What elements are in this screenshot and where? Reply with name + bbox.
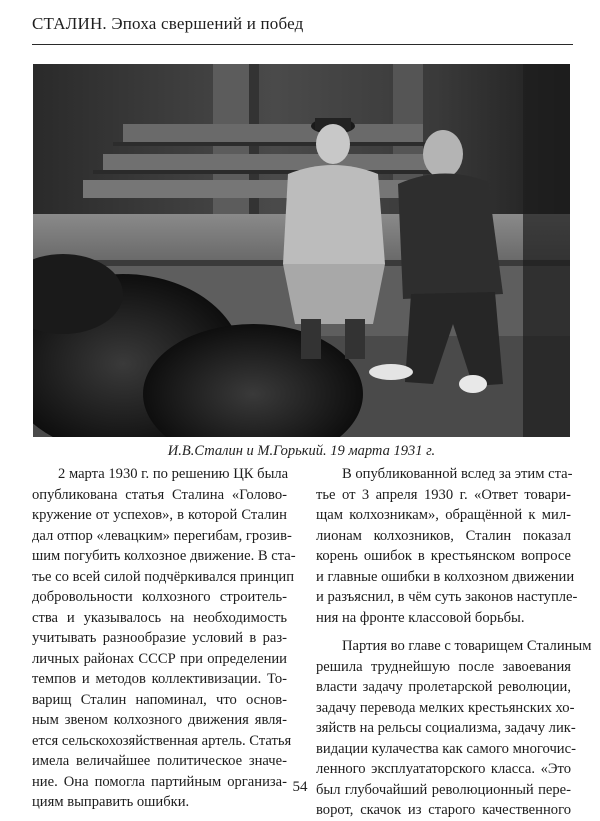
text-line: задачу перевода мелких крестьянских хо- <box>316 699 575 716</box>
text-line: шим погубить колхозное движение. В ста- <box>32 548 296 564</box>
text-line: дал отпор «левацким» перегибам, грозив- <box>32 527 292 544</box>
text-line: лионам колхозников, Сталин показал <box>316 527 571 544</box>
text-line: решила труднейшую после завоевания <box>316 658 571 675</box>
running-title: СТАЛИН. Эпоха свершений и побед <box>32 14 304 33</box>
text-line: темпов и методов коллективизации. То- <box>32 671 287 687</box>
page-number: 54 <box>292 779 308 795</box>
text-line: щам колхозникам», обращённой к мил- <box>316 507 571 523</box>
text-line: В опубликованной вслед за этим ста- <box>342 466 573 482</box>
text-line: ства и указывалось на необходимость <box>32 609 287 626</box>
text-line: ется сельскохозяйственная артель. Статья <box>32 732 292 749</box>
photo-caption: И.В.Сталин и М.Горький. 19 марта 1931 г. <box>167 443 436 459</box>
text-line: видации кулачества как самого многочис- <box>316 740 576 757</box>
header-rule <box>32 44 573 45</box>
text-line: добровольности колхозного строитель- <box>32 589 287 605</box>
text-line: ворот, скачок из старого качественного <box>316 802 571 818</box>
left-column <box>32 464 296 813</box>
text-line: учитывать разнообразие условий в раз- <box>32 630 287 646</box>
text-line: ние. Она помогла партийным организа- <box>32 773 287 790</box>
text-line: имела величайшее политическое значе- <box>32 753 287 769</box>
text-line: опубликована статья Сталина «Голово- <box>32 486 287 503</box>
text-line: кружение от успехов», в которой Сталин <box>32 507 287 523</box>
text-line: циям выправить ошибки. <box>32 794 190 810</box>
paragraph-gap <box>316 628 571 636</box>
photo-stalin-gorky <box>33 64 570 437</box>
text-line: ным звеном колхозного движения явля- <box>32 712 287 728</box>
text-line: тье со всей силой подчёркивался принцип <box>32 568 295 585</box>
text-line: варищ Сталин напоминал, что основ- <box>32 691 287 708</box>
text-line: Партия во главе с товарищем Сталиным <box>342 638 592 654</box>
text-line: зяйств на рельсы социализма, задачу лик- <box>316 720 576 736</box>
text-line: был глубочайший революционный пере- <box>316 781 571 798</box>
text-line: власти задачу пролетарской революции, <box>316 679 571 695</box>
text-line: и главные ошибки в колхозном движении <box>316 568 575 585</box>
text-line: тье от 3 апреля 1930 г. «Ответ товари- <box>316 486 571 503</box>
text-line: и разъяснил, в чём суть законов наступле- <box>316 589 578 605</box>
text-line: ния на фронте классовой борьбы. <box>316 609 525 626</box>
text-line: корень ошибок в крестьянском вопросе <box>316 548 571 564</box>
text-line: 2 марта 1930 г. по решению ЦК была <box>58 466 289 482</box>
right-column <box>316 464 592 821</box>
text-line: личных районах СССР при определении <box>32 650 287 667</box>
text-line: ленного эксплуататорского класса. «Это <box>316 761 571 777</box>
